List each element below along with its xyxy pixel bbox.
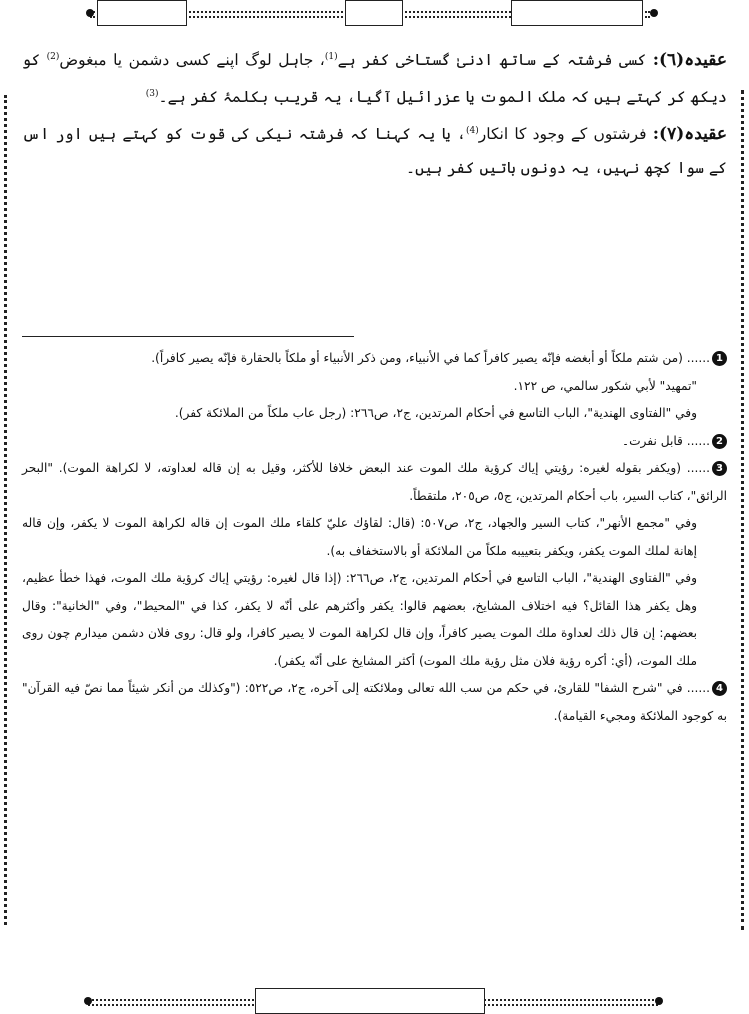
main-text bbox=[22, 40, 727, 185]
border-node bbox=[655, 997, 663, 1005]
footnote-1-source: "تمهيد" لأبي شكور سالمي، ص ١٢٢. bbox=[513, 378, 697, 393]
footnote-1: 1...... (من شتم ملكاً أو أبغضه فإنّه يصير كافراً كما في الأنبياء، ومن ذكر الأنبياء أو ملكاً بالحقارة فإنّه يصير كافراً). bbox=[22, 345, 727, 373]
footnote-number-2: 2 bbox=[712, 434, 727, 449]
page-number-box bbox=[255, 988, 485, 1014]
ref-2[interactable]: (2) bbox=[46, 52, 60, 62]
footnote-number-3: 3 bbox=[712, 461, 727, 476]
footnote-number-1: 1 bbox=[712, 351, 727, 366]
footnote-4: 4...... في "شرح الشفا" للقارئ، في حكم من سب الله تعالى وملائكته إلى آخره، ج٢، ص٥٢٢: ("وكذلك من أنكر شيئاً مما نصّ فيه القرآن" به كوجود الملائكة ومجيء القيامة). bbox=[22, 681, 727, 723]
aqeedah-6: عقیدہ(٦): کسی فرشتہ کے ساتھ ادنیٰ گستاخی کفر ہے$^{(1)}$، جاہل لوگ اپنے کسی دشمن یا مبغوض$^{(2)}$ کو دیکھ کر کہتے ہیں کہ ملک الموت یا عزرائیل آگیا، یہ قریب بکلمۂ کفر ہے۔$^{(3)}$ bbox=[22, 50, 727, 107]
border-node bbox=[84, 997, 92, 1005]
footnote-1-extra: وفي "الفتاوى الهندية"، الباب التاسع في أحكام المرتدين، ج٢، ص٢٦٦: (رجل عاب ملكاً من الملائكة كفر). bbox=[174, 406, 697, 420]
border-node bbox=[86, 9, 94, 17]
footnote-3-third: وفي "الفتاوى الهندية"، الباب التاسع في أحكام المرتدين، ج٢، ص٢٦٦: (إذا قال لغيره: رؤيتي إياك كرؤية ملك الموت، فهذا خطأ عظيم، وهل يكفر هذا القائل؟ فيه اختلاف المشايخ، بعضهم قالوا: يكفر وأكثرهم على أنّه لا يكفر، كذا في "المحيط"، وفي "الخانية": وقال بعضهم: إن قال ذلك لعداوة ملك الموت يصير كافراً، وإن قال لكراهة الموت لا يصير كافرا، ولو قال: روی فلان دشمن میدارم چون روی ملك الموت، (أي: أكره رؤية فلان مثل رؤية ملك الموت) أكثر المشايخ على أنّه يكفر). bbox=[22, 571, 698, 668]
aqeedah-7-heading: عقیدہ(٧): bbox=[652, 124, 728, 145]
ref-3[interactable]: (3) bbox=[145, 89, 159, 100]
border-node bbox=[650, 9, 658, 17]
right-border bbox=[741, 90, 746, 930]
footnote-number-4: 4 bbox=[712, 681, 727, 696]
header-box-right bbox=[511, 0, 643, 26]
footnote-2: 2...... قابل نفرت۔ bbox=[22, 428, 727, 456]
footnotes bbox=[22, 345, 727, 730]
ref-1[interactable]: (1) bbox=[324, 52, 338, 62]
left-border bbox=[4, 95, 9, 925]
footnote-separator bbox=[22, 336, 354, 337]
ref-4[interactable]: (4) bbox=[465, 126, 479, 137]
aqeedah-6-heading: عقیدہ(٦): bbox=[652, 50, 727, 71]
footnote-3: 3...... (ويكفر بقوله لغيره: رؤيتي إياك كرؤية ملك الموت عند البعض خلافا للأكثر، وقيل به إن قاله لعداوته، لا لكراهة الموت). "البحر الرائق"، كتاب السير، باب أحكام المرتدين، ج٥، ص٢٠٥، ملتقطاً. bbox=[22, 461, 727, 503]
header-box-middle bbox=[345, 0, 403, 26]
footnote-3-second: وفي "مجمع الأنهر"، كتاب السير والجهاد، ج٢، ص٥٠٧: (قال: لقاؤك عليّ كلقاء ملك الموت إن قاله لكراهة الموت لا يكفر، وإن قاله إهانة لملك الموت يكفر، ويكفر بتعييبه ملكاً من الملائكة أو بالاستخفاف به). bbox=[22, 516, 697, 558]
aqeedah-7: عقیدہ(٧): فرشتوں کے وجود کا انکار$^{(4)}$، یا یہ کہنا کہ فرشتہ نیکی کی قوت کو کہتے ہیں اور اس کے سوا کچھ نہیں، یہ دونوں باتیں کفر ہیں۔ bbox=[22, 124, 728, 178]
header-box-left bbox=[97, 0, 187, 26]
